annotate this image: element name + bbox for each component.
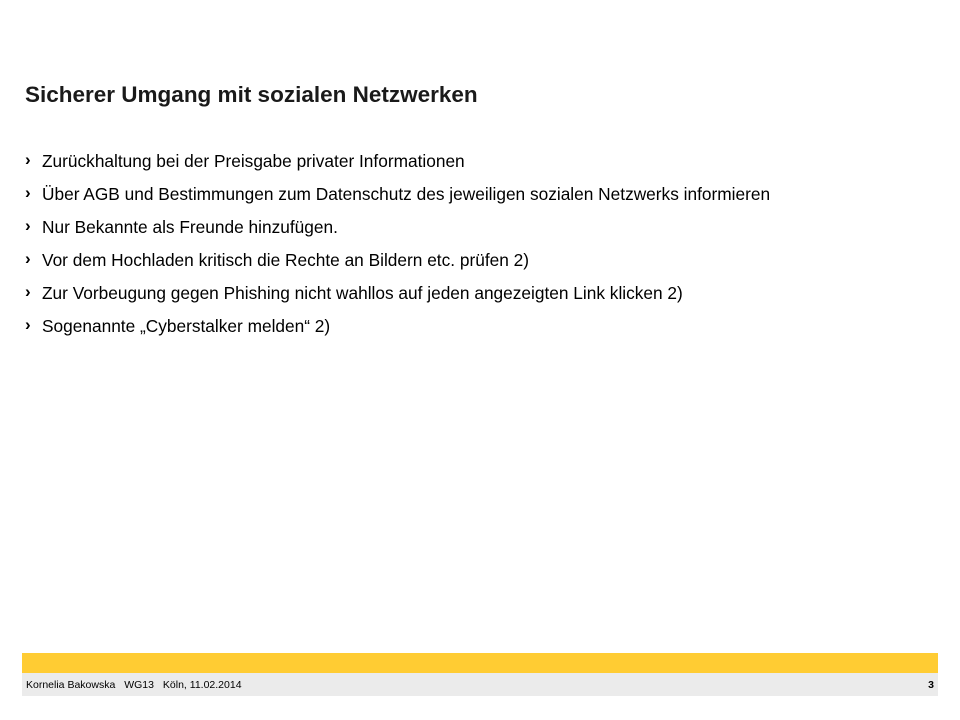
chevron-right-icon: › [25,150,31,169]
page-number: 3 [928,679,934,691]
bullet-text: Zurückhaltung bei der Preisgabe privater Informationen [42,151,465,171]
chevron-right-icon: › [25,282,31,301]
bullet-item [25,282,885,305]
bullet-item [25,216,885,239]
footer-strip [22,673,938,696]
footer-group: WG13 [124,679,154,691]
footer-author: Kornelia Bakowska [26,679,116,691]
bullet-text: Sogenannte „Cyberstalker melden“ 2) [42,316,331,336]
chevron-right-icon: › [25,249,31,268]
bullet-item [25,249,885,272]
footer-accent-bar [22,653,938,673]
footer-meta [26,679,248,691]
chevron-right-icon: › [25,183,31,202]
bullet-item [25,150,885,173]
slide-title: Sicherer Umgang mit sozialen Netzwerken [25,82,478,107]
bullet-item [25,183,885,206]
footer-location-date: Köln, 11.02.2014 [162,679,242,691]
bullet-text: Nur Bekannte als Freunde hinzufügen. [42,217,338,237]
bullet-text: Zur Vorbeugung gegen Phishing nicht wahllos auf jeden angezeigten Link klicken 2) [42,283,683,303]
bullet-text: Über AGB und Bestimmungen zum Datenschutz des jeweiligen sozialen Netzwerks informieren [42,184,771,204]
chevron-right-icon: › [25,315,31,334]
chevron-right-icon: › [25,216,31,235]
bullet-text: Vor dem Hochladen kritisch die Rechte an Bildern etc. prüfen 2) [42,250,530,270]
bullet-list [25,150,885,348]
bullet-item [25,315,885,338]
